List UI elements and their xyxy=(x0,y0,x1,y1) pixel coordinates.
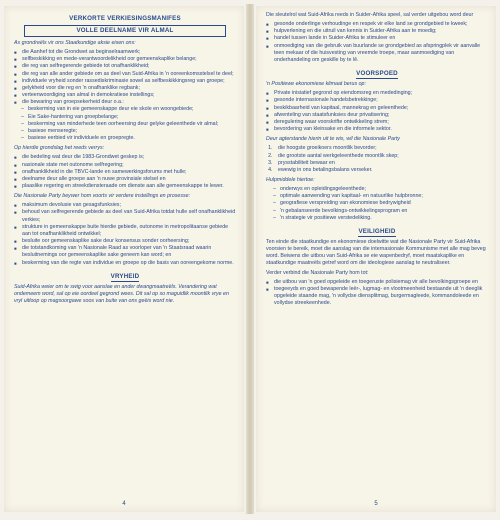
numbered-item: 2. die grootste aantal werkgeleenthede moontlik skep; xyxy=(274,153,488,160)
intro-text: As grondreëls vir ons Staatkundige aksie eisen ons: xyxy=(14,40,136,46)
list-item: ■ behoud van selfregerende gebiede as deel van Suid-Afrika totdat hulle self onafhanklikheid verkies; xyxy=(14,209,236,223)
list-item: ■ deelname deur alle groepe aan 'n nuwe provinsiale stelsel en xyxy=(14,176,236,183)
section-heading-text: VOORSPOED xyxy=(356,70,398,78)
goals-numbered-list xyxy=(266,145,488,174)
achievements-list xyxy=(14,154,236,190)
section-title-boxed: VOLLE DEELNAME VIR ALMAL xyxy=(24,25,226,37)
paragraph: Op hierdie grondslag het reeds verrys: xyxy=(14,145,105,152)
dash-list-item: – onderwys en opleidingsgeleenthede; xyxy=(266,186,488,193)
left-page-content xyxy=(14,12,236,494)
page-number: 4 xyxy=(122,501,126,507)
sub-list-item: – beskerming van minderhede teen oorheersing deur gelyke geleenthede vir almal; xyxy=(14,121,236,128)
list-item: ■ afwenteling van staatsfunksies deur privatisering; xyxy=(266,112,488,119)
dash-list-item: – optimale aanwending van kapitaal- en natuurlike hulpbronne; xyxy=(266,193,488,200)
list-item: ■ die uitbou van 'n goed opgeleide en toegeruste polisiemag vir alle bevolkingsgroepe en xyxy=(266,279,488,286)
numbered-item: 3. prysstabiliteit bewaar en xyxy=(274,160,488,167)
list-item: ■ die bewaring van groepsekerheid deur o.a.: xyxy=(14,99,236,106)
list-item: ■ beskikbaarheid van kapitaal, mannekrag en geleenthede; xyxy=(266,105,488,112)
list-item: ■ plaaslike regering en streekdiensteraade om dienste aan alle gemeenskappe te lewer. xyxy=(14,183,236,190)
numbered-item: 1. die hoogste groeikoers moontlik bevorder; xyxy=(274,145,488,152)
list-item: ■ verteenwoordiging van almal in demokratiese instellings; xyxy=(14,92,236,99)
further-institutions-list xyxy=(14,202,236,266)
right-page xyxy=(256,6,496,512)
paragraph: Ten einde die staatkundige en ekonomiese doelwitte wat die Nasionale Party vir Suid-Afrika voorsien te bereik, moet die aanslag van die internasionale Kommunisme met alle mag beveg word. Beiwens die uitbou van Suid-Afrika se eie wapenbedryf, moet maatskaplike en staatkundige maatreëls getref word om die ideologiese aanslag te neutraliseer. xyxy=(266,238,486,267)
list-item: ■ maksimum devolusie van gesagsfunksies; xyxy=(14,202,236,209)
dash-list-item: – 'n gebalanseerde bevolkings-ontwikkelingsprogram en xyxy=(266,208,488,215)
list-item: ■ deregulering waar voorskrifte ontwikkeling strem; xyxy=(266,119,488,126)
list-item: ■ Private inisiatief gegrond op eiendomsreg en mededinging; xyxy=(266,90,488,97)
page-number: 5 xyxy=(374,501,378,507)
list-item: ■ die bedeling wat deur die 1983-Grondwet geskep is; xyxy=(14,154,236,161)
paragraph: Hulpmiddele hiertoe: xyxy=(266,176,315,183)
list-item: ■ gesonde onderlinge verhoudinge en respek vir elke land se grondgebied te kweek; xyxy=(266,21,488,28)
sub-list-item: – beskerming van in eie gemeenskappe deur eie skole en woongebiede; xyxy=(14,106,236,113)
means-list xyxy=(266,186,488,222)
paragraph: Verder verbind die Nasionale Party hom tot: xyxy=(266,269,369,276)
paragraph: Suid-Afrika weier om te swig voor aanslae en ander dwangmaatreëls. Verandering wat ondemeem word, sal op eie oordeel gegrond wees. Dit sal op so maguidlik moontlik vrye en vryl uitloop op magsoorgawe soos van buite van ons geëis word nie. xyxy=(14,283,229,304)
section-heading-text: VRYHEID xyxy=(110,272,140,280)
list-item: ■ selfbeskikking en mede-verantwoordelikheid oor gemeenskaplike belange; xyxy=(14,56,236,63)
paragraph: Die Nasionale Party beywer hom voorts vir verdere instellings en prosesse: xyxy=(14,193,191,200)
list-item: ■ die reg van alle ander gebiede om as deel van Suid-Afrika in 'n ooreenkomsstelsel te deel; xyxy=(14,71,236,78)
paragraph: 'n Positiewe ekonomiese klimaat berus op: xyxy=(266,81,366,88)
list-item: ■ nasionale state met outonome selfregering; xyxy=(14,162,236,169)
list-item: ■ strukture in gemeenskappe buite hierdie gebiede, outonome in metropolitaanse gebiede aan tot onafhanklikheid ontwikkel; xyxy=(14,224,236,238)
list-item: ■ die totstandkoming van 'n Nasionale Raad as voorloper van 'n Staatsraad waarin besluitnemings oor gemeenskaplike sake geneem kan word; en xyxy=(14,245,236,259)
principles-list xyxy=(14,49,236,142)
section-heading-voorspoed xyxy=(266,70,488,78)
list-item: ■ onmoediging van die gebruik van buurlande se grondgebied as afspringplek vir aanvalle teen mekaar of die huisvesting van vreemde troepe, maar aanmoediging van onderhandeling om geskille by te lê. xyxy=(266,43,488,64)
list-item: ■ bevordering van kleinsake en die informele sektor. xyxy=(266,126,488,133)
list-item: ■ individuele vryheid sonder rassediskriminasie sowel as selfbeskikkingsreg van groepe; xyxy=(14,78,236,85)
dash-list-item: – geografiese verspreiding van ekonomiese bedrywigheid xyxy=(266,200,488,207)
list-item: ■ besluite oor gemeenskaplike sake deur konsensus sonder oorheersing; xyxy=(14,238,236,245)
sub-list-item: – basiese menseregte; xyxy=(14,128,236,135)
right-page-content xyxy=(266,12,488,494)
regional-list xyxy=(266,21,488,64)
paragraph: Deur agterstande hierin uit te wis, wil die Nasionale Party xyxy=(266,136,400,143)
list-item: ■ handel tussen lande in Suider-Afrika te stimuleer en xyxy=(266,35,488,42)
section-heading-text: VEILIGHEID xyxy=(358,227,396,235)
section-heading-vryheid xyxy=(14,273,236,281)
list-item: ■ hulpverlening en die uitruil van kennis in Suider-Afrika aan te moedig; xyxy=(266,28,488,35)
security-list xyxy=(266,279,488,308)
sub-list-item: – basiese eerbied vir individuele en groepregte. xyxy=(14,135,236,142)
list-item: ■ gesonde internasionale handelsbetrekkinge; xyxy=(266,97,488,104)
sub-list-item: – Eie Sake-hantering van groepbelange; xyxy=(14,114,236,121)
intro-text: Die sleutelrol wat Suid-Afrika reeds in Suider-Afrika speel, sal verder uitgebou word deur xyxy=(266,12,474,18)
left-page xyxy=(4,6,244,512)
list-item: ■ die reg van selfregerende gebiede tot onafhanklikheid; xyxy=(14,63,236,70)
list-item: ■ gelykheid voor die reg en 'n onafhanklike regbank; xyxy=(14,85,236,92)
list-item: ■ onafhanklikheid in die TBVC-lande en samewerkingsforums met hulle; xyxy=(14,169,236,176)
dash-list-item: – 'n strategie vir positiewe verstedeliking. xyxy=(266,215,488,222)
list-item: ■ toegeeyds en goed bewapende leër-, lugmag- en vlootmeenheid bestaande uit 'n deeglik opgeleide staande mag, 'n vollydse diensplitmag, burgermagleede, kommandoleede en vollydse streekeenhede. xyxy=(266,286,488,307)
list-item: ■ beskerming van die regte van individue en groepe op die basis van ooreengekome norme. xyxy=(14,260,236,267)
numbered-item: 4. ewewig in ons betalingsbalans verseker. xyxy=(274,167,488,174)
section-heading-veiligheid xyxy=(266,228,488,236)
manifesto-title: VERKORTE VERKIESINGSMANIFES xyxy=(69,15,181,22)
booklet-gutter xyxy=(246,4,254,514)
list-item: ■ die Aanhef tot die Grondwet as beginselraamwerk; xyxy=(14,49,236,56)
economy-list xyxy=(266,90,488,133)
